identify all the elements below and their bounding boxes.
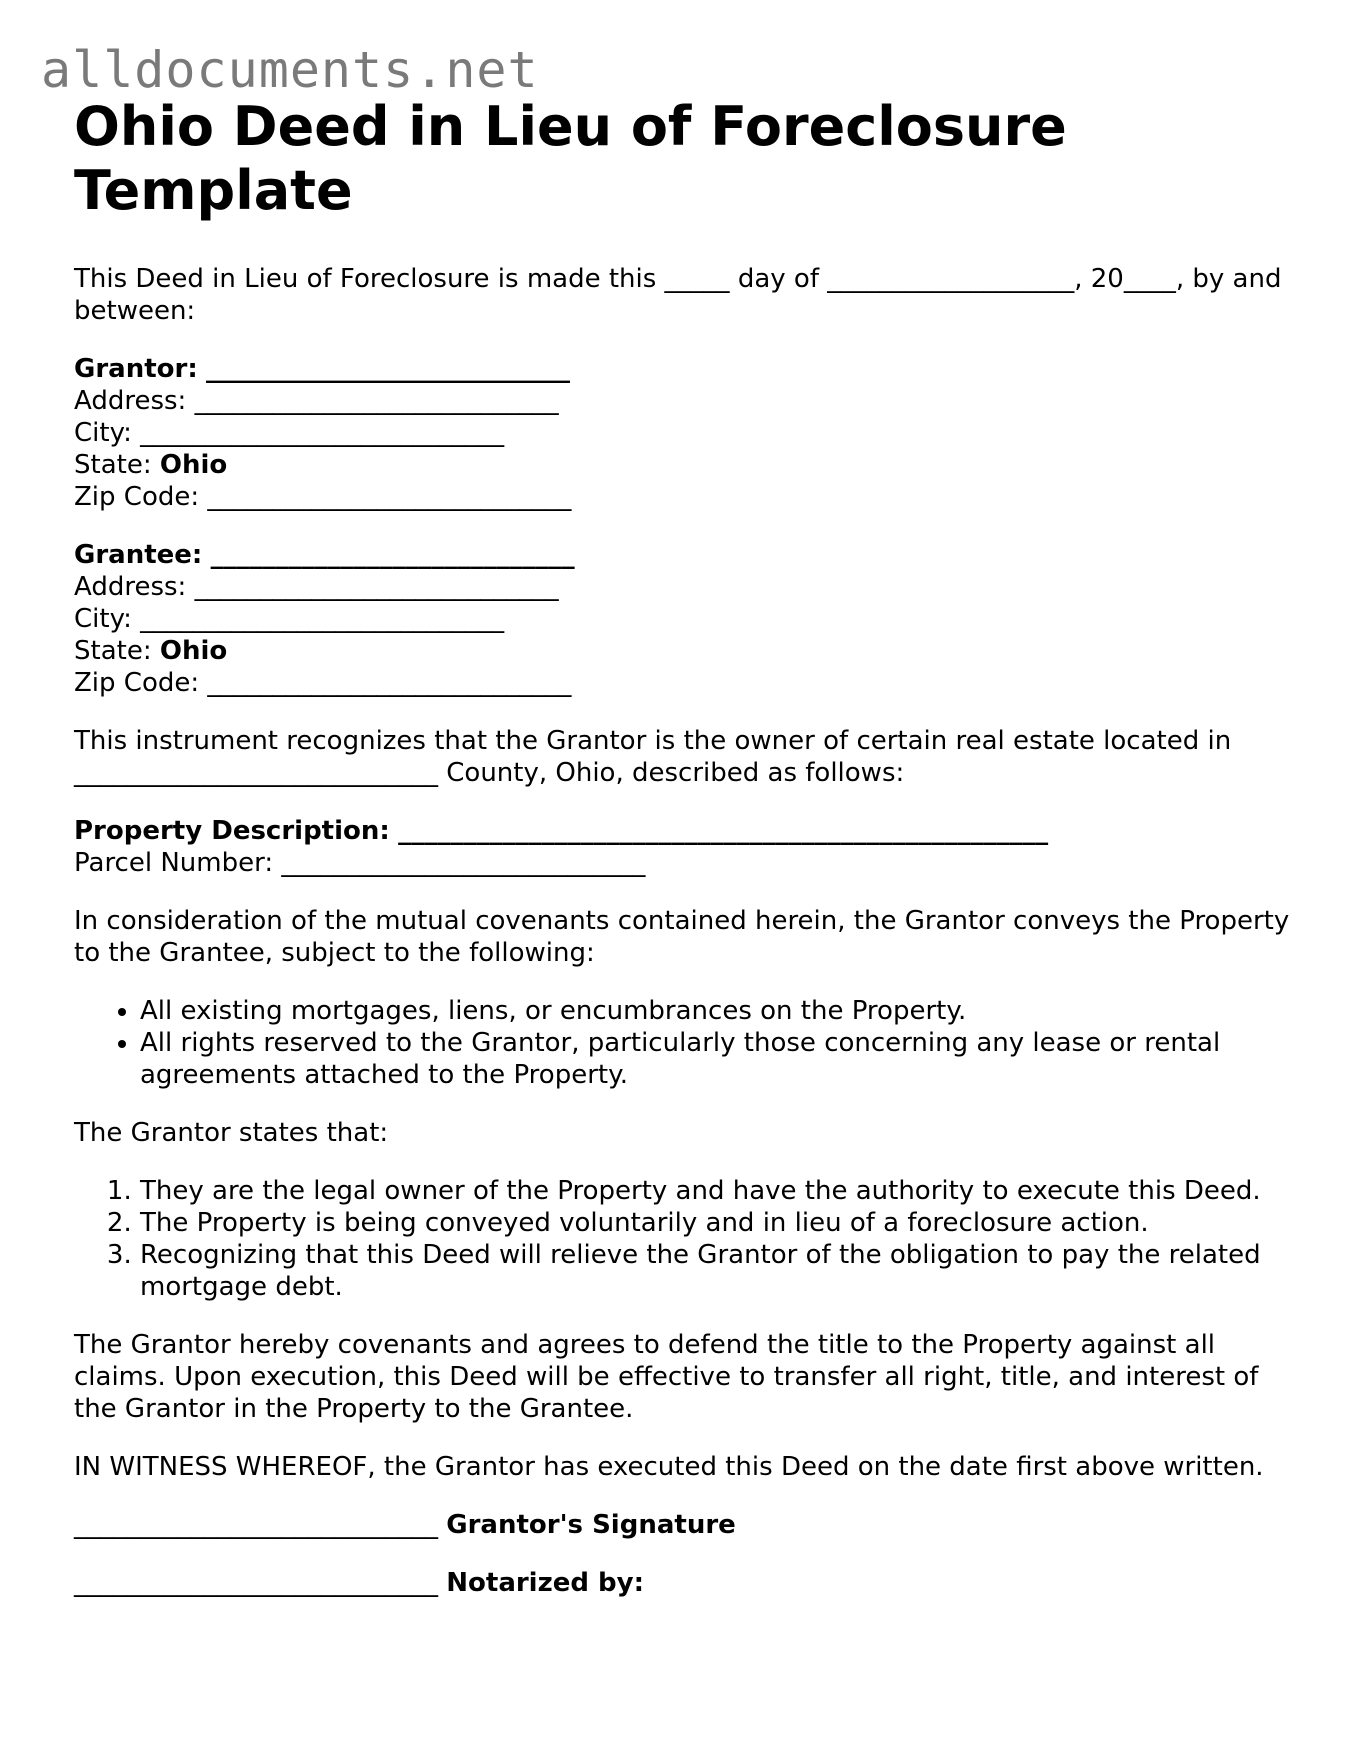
- intro-paragraph: This Deed in Lieu of Foreclosure is made this _____ day of ___________________, 20____, by and between:: [74, 264, 1282, 326]
- list-item: 3. Recognizing that this Deed will relieve the Grantor of the obligation to pay the related mortgage debt.: [140, 1239, 1294, 1303]
- list-item: • All existing mortgages, liens, or encumbrances on the Property.: [140, 995, 1294, 1027]
- list-item: • All rights reserved to the Grantor, particularly those concerning any lease or rental agreements attached to the Property.: [140, 1027, 1294, 1091]
- grantee-state-value: Ohio: [159, 636, 228, 666]
- property-description-blank: __________________________________________________: [398, 816, 1049, 846]
- grantor-signature-line: ____________________________: [74, 1510, 438, 1540]
- grantor-state-label: State:: [74, 450, 152, 480]
- parcel-number: Parcel Number: ____________________________: [74, 848, 646, 878]
- document-page: [74, 95, 1294, 1599]
- notary-label: Notarized by:: [446, 1568, 644, 1598]
- grantee-state-label: State:: [74, 636, 152, 666]
- grantee-state: [74, 635, 1294, 667]
- grantor-block: [74, 353, 1294, 513]
- grantee-name-blank: ____________________________: [210, 540, 575, 570]
- subject-list: [74, 995, 1294, 1091]
- grantor-name-blank: ____________________________: [206, 354, 570, 384]
- list-item: 1. They are the legal owner of the Property and have the authority to execute this Deed.: [140, 1175, 1294, 1207]
- states-intro: The Grantor states that:: [74, 1118, 389, 1148]
- covenant-paragraph: The Grantor hereby covenants and agrees to defend the title to the Property against all claims. Upon execution, this Deed will be effective to transfer all right, title, and interest of the Grantor in the Property to the Grantee.: [74, 1330, 1259, 1424]
- list-item: 2. The Property is being conveyed voluntarily and in lieu of a foreclosure action.: [140, 1207, 1294, 1239]
- grantee-line: [74, 539, 1294, 571]
- grantor-city: City: ____________________________: [74, 418, 505, 448]
- grantee-city: City: ____________________________: [74, 604, 505, 634]
- consideration-paragraph: In consideration of the mutual covenants contained herein, the Grantor conveys the Property to the Grantee, subject to the following:: [74, 906, 1290, 968]
- grantee-address: Address: ____________________________: [74, 572, 559, 602]
- witness-paragraph: IN WITNESS WHEREOF, the Grantor has executed this Deed on the date first above written.: [74, 1452, 1264, 1482]
- statements-list: [74, 1175, 1294, 1303]
- grantor-state-value: Ohio: [159, 450, 228, 480]
- grantor-label: Grantor:: [74, 354, 198, 384]
- watermark: alldocuments.net: [41, 41, 539, 99]
- property-block: [74, 815, 1294, 879]
- notary-row: [74, 1567, 1294, 1599]
- grantor-state: [74, 449, 1294, 481]
- recognition-paragraph: This instrument recognizes that the Grantor is the owner of certain real estate located in ____________________________ County, Ohio, described as follows:: [74, 726, 1232, 788]
- grantee-block: [74, 539, 1294, 699]
- grantor-signature-row: [74, 1509, 1294, 1541]
- grantor-address: Address: ____________________________: [74, 386, 559, 416]
- grantee-zip: Zip Code: ____________________________: [74, 668, 572, 698]
- grantor-signature-label: Grantor's Signature: [446, 1510, 736, 1540]
- property-description-label: Property Description:: [74, 816, 390, 846]
- page-title: Ohio Deed in Lieu of Foreclosure Template: [74, 95, 1067, 222]
- grantee-label: Grantee:: [74, 540, 203, 570]
- notary-signature-line: ____________________________: [74, 1568, 438, 1598]
- grantor-zip: Zip Code: ____________________________: [74, 482, 572, 512]
- grantor-line: [74, 353, 1294, 385]
- property-description-line: [74, 815, 1294, 847]
